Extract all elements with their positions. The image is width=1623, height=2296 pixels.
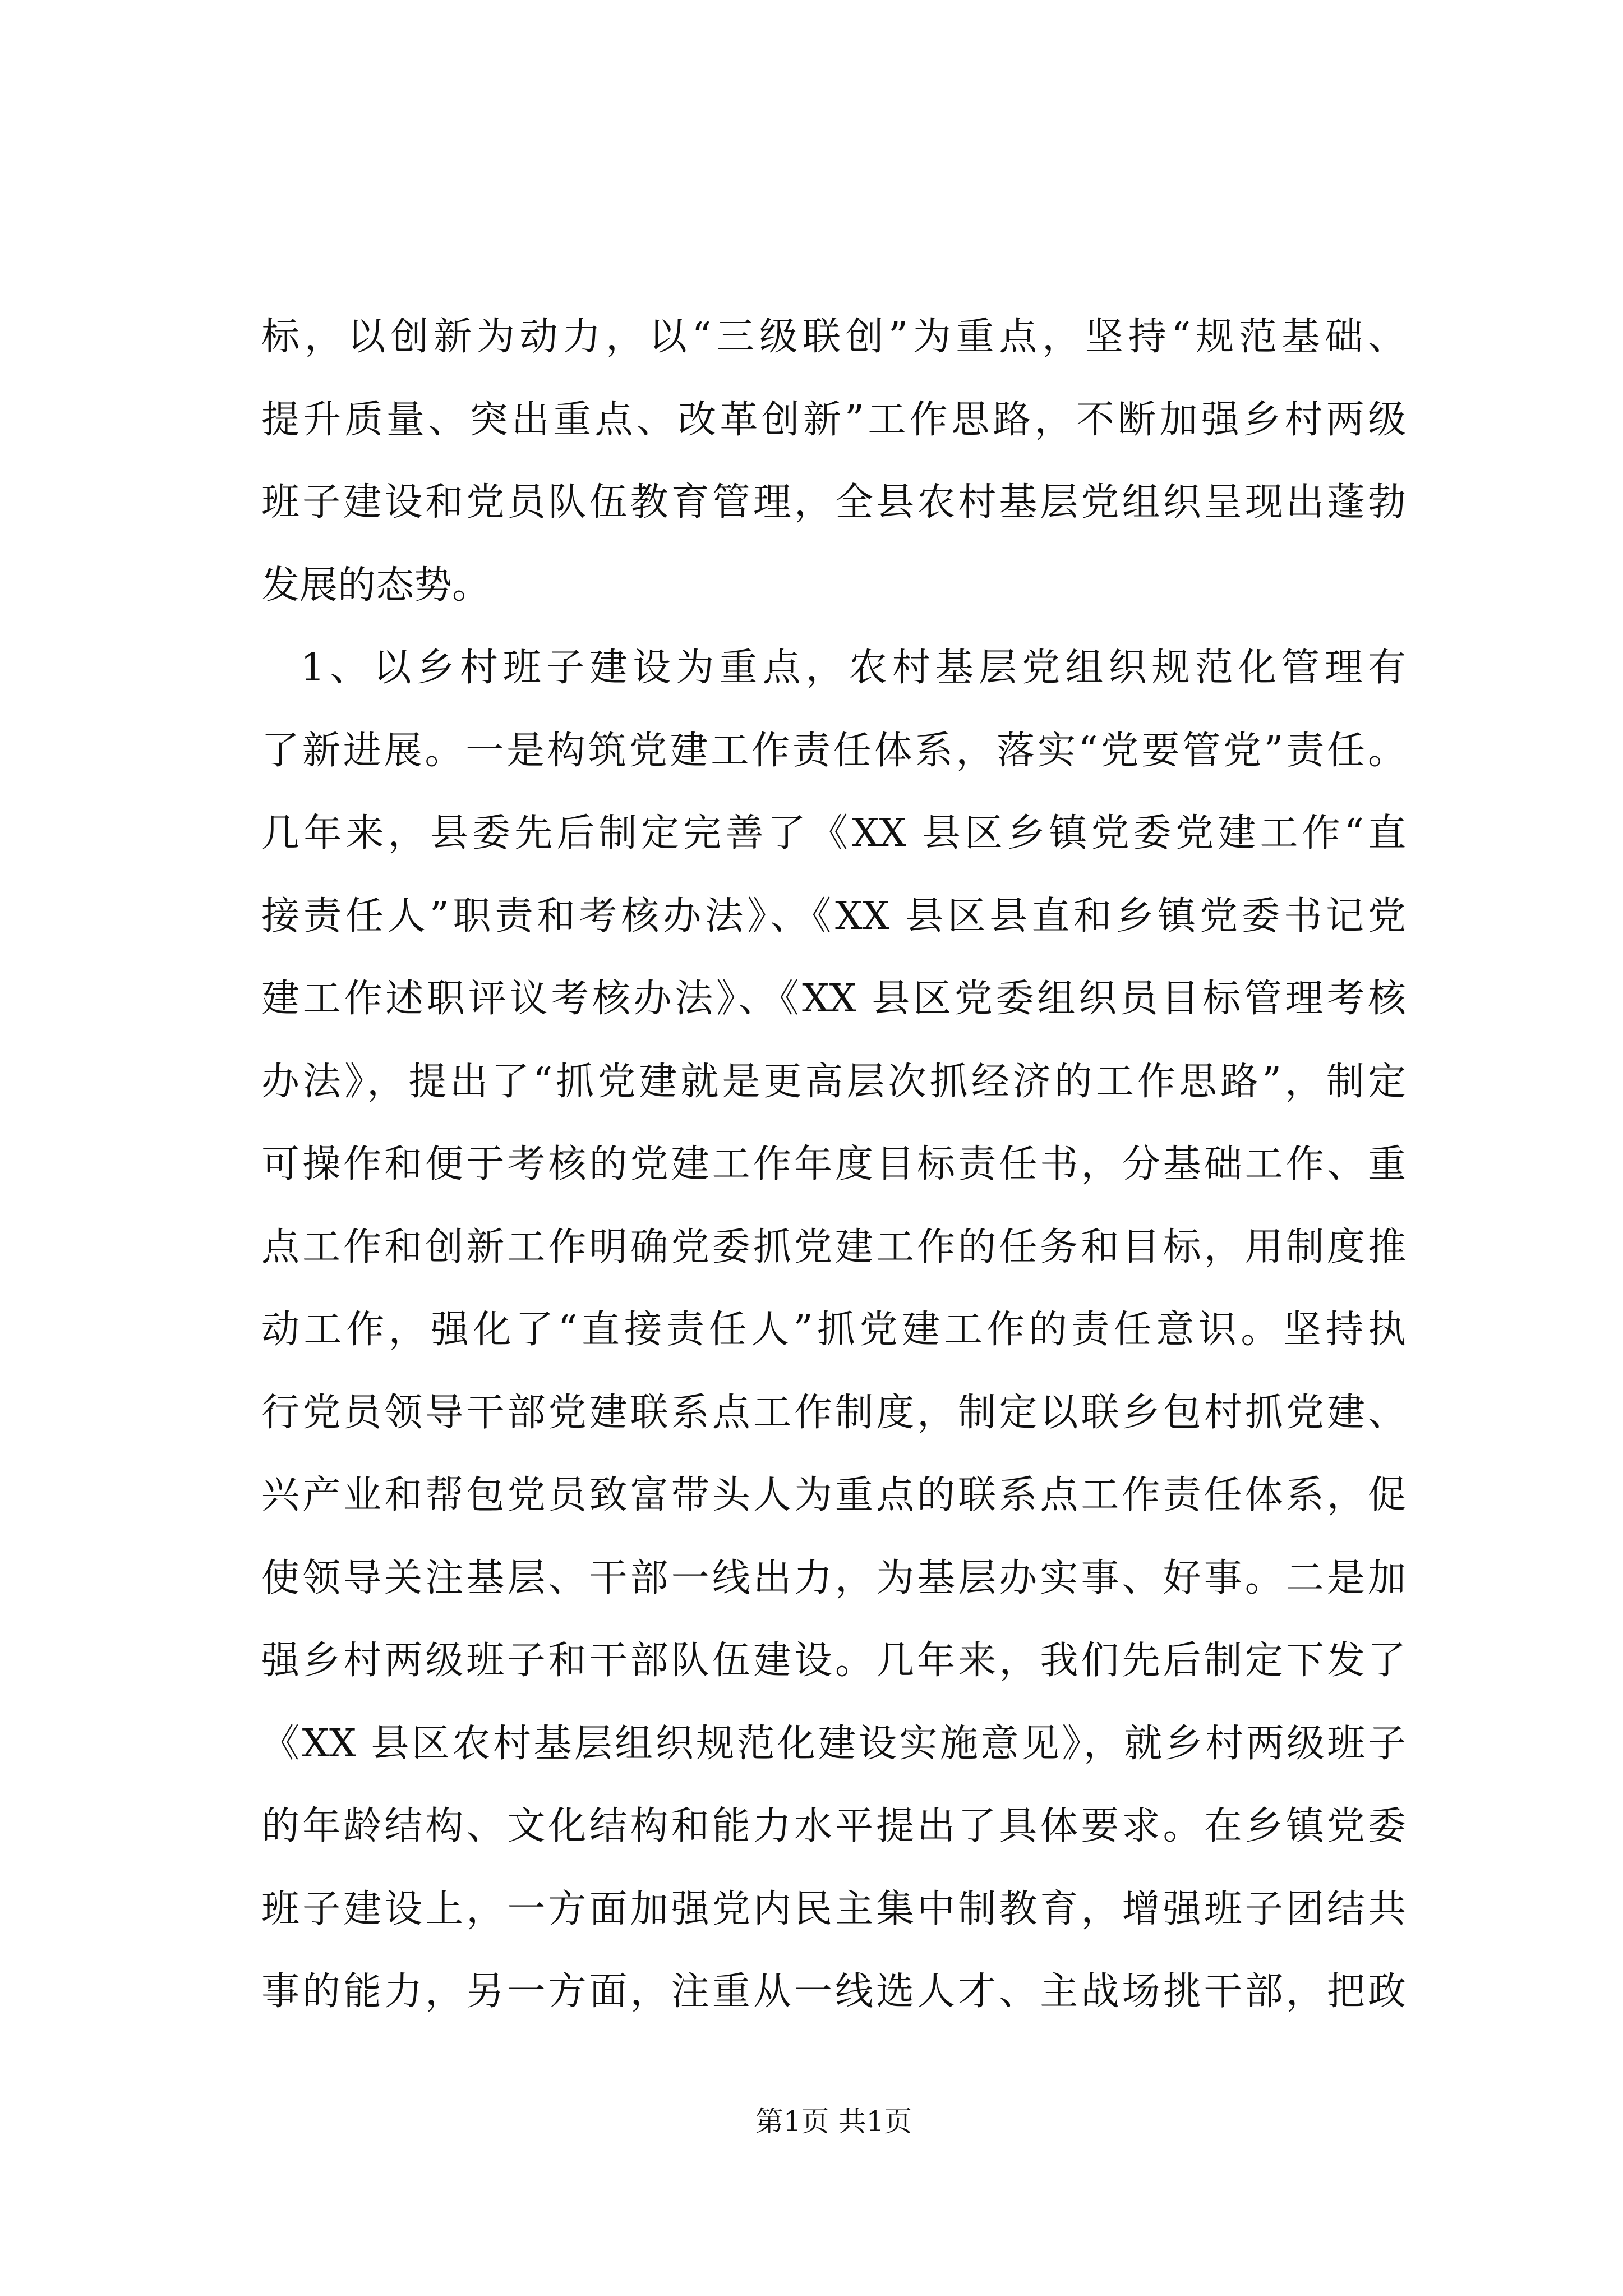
- text-line: 1、以乡村班子建设为重点，农村基层党组织规范化管理有: [301, 646, 1406, 690]
- text-line: 《XX 县区农村基层组织规范化建设实施意见》，就乡村两级班子: [261, 1721, 1406, 1766]
- text-line: 行党员领导干部党建联系点工作制度，制定以联乡包村抓党建、: [261, 1390, 1406, 1435]
- text-line: 标，以创新为动力，以“三级联创”为重点，坚持“规范基础、: [261, 315, 1406, 359]
- text-line: 兴产业和帮包党员致富带头人为重点的联系点工作责任体系，促: [261, 1473, 1406, 1517]
- text-line: 提升质量、突出重点、改革创新”工作思路，不断加强乡村两级: [261, 397, 1406, 442]
- page-footer: 第1页 共1页: [755, 2105, 912, 2138]
- text-line: 建工作述职评议考核办法》、《XX 县区党委组织员目标管理考核: [261, 977, 1406, 1021]
- text-line: 发展的态势。: [261, 563, 491, 608]
- paragraph: [261, 296, 1406, 627]
- body-text: [261, 296, 1406, 2033]
- text-line: 可操作和便于考核的党建工作年度目标责任书，分基础工作、重: [261, 1142, 1406, 1186]
- text-line: 事的能力，另一方面，注重从一线选人才、主战场挑干部，把政: [261, 1970, 1406, 2014]
- text-line: 动工作，强化了“直接责任人”抓党建工作的责任意识。坚持执: [261, 1308, 1406, 1352]
- text-line: 几年来，县委先后制定完善了《XX 县区乡镇党委党建工作“直: [261, 811, 1406, 855]
- text-line: 接责任人”职责和考核办法》、《XX 县区县直和乡镇党委书记党: [261, 894, 1406, 938]
- paragraph: [261, 627, 1406, 2033]
- text-line: 的年龄结构、文化结构和能力水平提出了具体要求。在乡镇党委: [261, 1804, 1406, 1848]
- text-line: 点工作和创新工作明确党委抓党建工作的任务和目标，用制度推: [261, 1225, 1406, 1269]
- text-line: 强乡村两级班子和干部队伍建设。几年来，我们先后制定下发了: [261, 1639, 1406, 1683]
- text-line: 班子建设上，一方面加强党内民主集中制教育，增强班子团结共: [261, 1887, 1406, 1931]
- text-line: 使领导关注基层、干部一线出力，为基层办实事、好事。二是加: [261, 1556, 1406, 1600]
- text-line: 办法》，提出了“抓党建就是更高层次抓经济的工作思路”，制定: [261, 1059, 1406, 1104]
- text-line: 班子建设和党员队伍教育管理，全县农村基层党组织呈现出蓬勃: [261, 480, 1406, 524]
- text-line: 了新进展。一是构筑党建工作责任体系，落实“党要管党”责任。: [261, 728, 1406, 773]
